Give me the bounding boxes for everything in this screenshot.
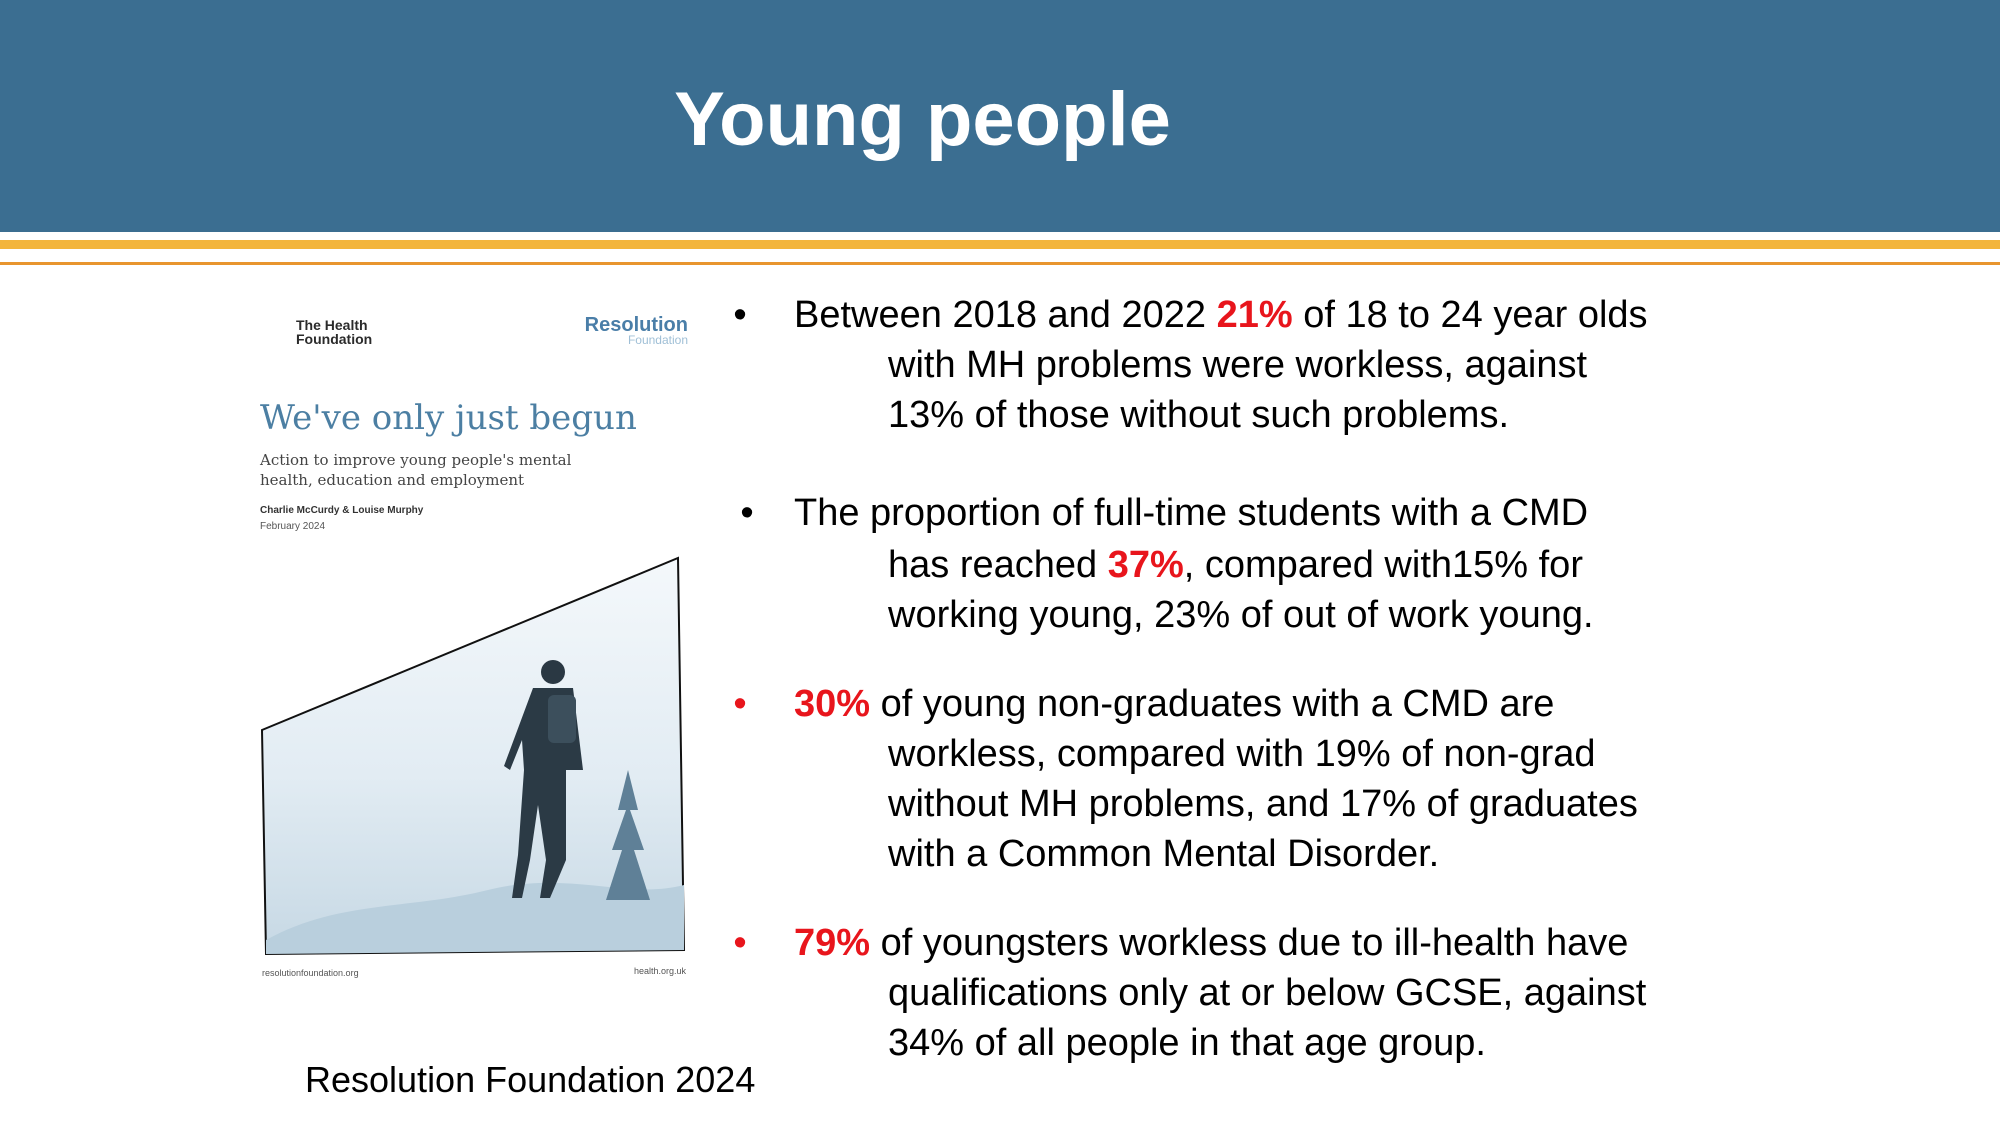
bullet-marker: • xyxy=(733,294,747,336)
highlight-stat: 79% xyxy=(794,922,871,964)
bullet-marker: • xyxy=(733,683,747,725)
bullet-item-2 xyxy=(732,488,1892,638)
bullet-line: has reached 37%, compared with15% for xyxy=(888,544,1583,586)
bullet-line: qualifications only at or below GCSE, against xyxy=(888,972,1647,1014)
resolution-foundation-logo xyxy=(585,314,688,347)
health-foundation-logo: The Health Foundation xyxy=(296,317,373,347)
bullet-line: The proportion of full-time students with a CMD xyxy=(794,492,1589,534)
bullet-line: with MH problems were workless, against xyxy=(888,344,1588,386)
cover-footer-left: resolutionfoundation.org xyxy=(262,968,359,978)
divider-stripe-orange xyxy=(0,262,2000,265)
cover-footer-right: health.org.uk xyxy=(633,966,686,976)
bullet-item-1 xyxy=(725,290,1885,440)
bullet-marker: • xyxy=(733,922,747,964)
bullet-line: 79% of youngsters workless due to ill-health have xyxy=(794,922,1629,964)
cover-subtitle: Action to improve young people's mental health, education and employment xyxy=(260,451,572,489)
resolution-logo-main: Resolution xyxy=(584,314,688,336)
cover-authors: Charlie McCurdy & Louise Murphy xyxy=(260,505,424,516)
cover-date: February 2024 xyxy=(260,521,326,532)
highlight-stat: 21% xyxy=(1216,294,1293,336)
bullet-line: 30% of young non-graduates with a CMD are xyxy=(794,683,1555,725)
highlight-stat: 30% xyxy=(794,683,871,725)
report-cover-image xyxy=(248,300,698,990)
bullet-item-3 xyxy=(725,679,1885,879)
bullet-marker: • xyxy=(740,492,754,534)
image-caption: Resolution Foundation 2024 xyxy=(305,1059,756,1100)
bullet-line: Between 2018 and 2022 21% of 18 to 24 year olds xyxy=(794,294,1648,336)
bullet-line: working young, 23% of out of work young. xyxy=(888,594,1594,636)
bullet-line: without MH problems, and 17% of graduates xyxy=(888,783,1638,825)
resolution-logo-sub: Foundation xyxy=(627,333,688,347)
highlight-stat: 37% xyxy=(1107,544,1184,586)
bullet-line: 13% of those without such problems. xyxy=(888,394,1510,436)
divider-stripe-gold xyxy=(0,240,2000,249)
bullet-item-4 xyxy=(725,918,1885,1068)
slide-title: Young people xyxy=(674,77,1171,162)
bullet-line: workless, compared with 19% of non-grad xyxy=(888,733,1596,775)
bullet-line: 34% of all people in that age group. xyxy=(888,1022,1486,1064)
cover-title: We've only just begun xyxy=(260,398,637,438)
bullet-line: with a Common Mental Disorder. xyxy=(888,833,1440,875)
